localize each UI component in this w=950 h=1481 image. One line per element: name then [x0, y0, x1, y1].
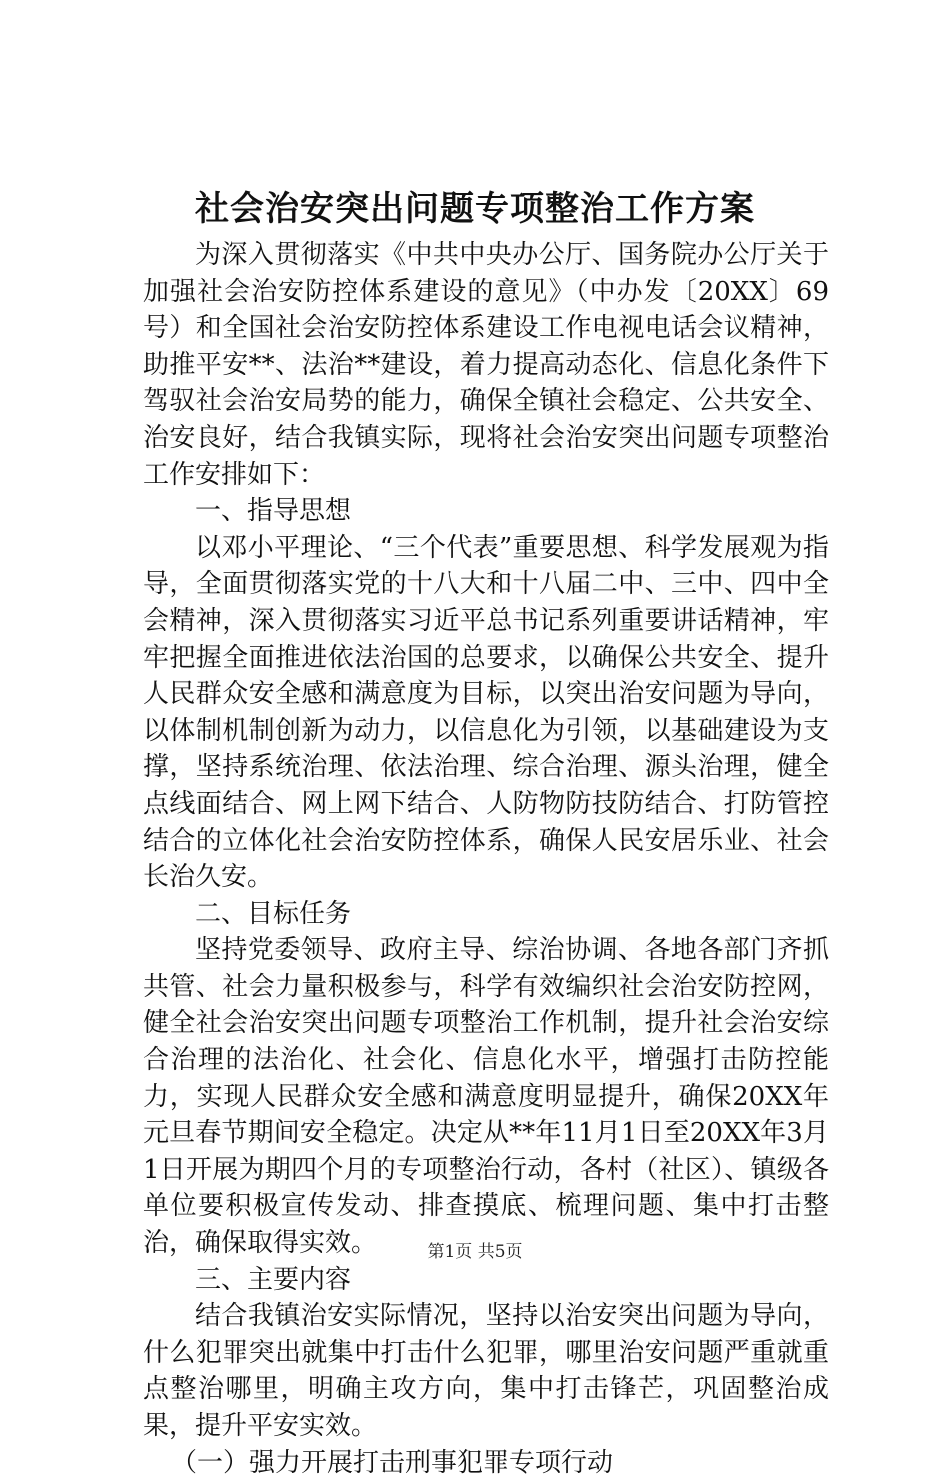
section-text-guiding-ideology: 以邓小平理论、“三个代表”重要思想、科学发展观为指导，全面贯彻落实党的十八大和十八届二中、三中、四中全会精神，深入贯彻落实习近平总书记系列重要讲话精神，牢牢把握全面推进依法治国的总要求，以确保公共安全、提升人民群众安全感和满意度为目标，以突出治安问题为导向，以体制机制创新为动力，以信息化为引领，以基础建设为支撑，坚持系统治理、依法治理、综合治理、源头治理，健全点线面结合、网上网下结合、人防物防技防结合、打防管控结合的立体化社会治安防控体系，确保人民安居乐业、社会长治久安。 — [143, 532, 829, 893]
section-text-objectives: 坚持党委领导、政府主导、综治协调、各地各部门齐抓共管、社会力量积极参与，科学有效编织社会治安防控网，健全社会治安突出问题专项整治工作机制，提升社会治安综合治理的法治化、社会化、信息化水平，增强打击防控能力，实现人民群众安全感和满意度明显提升，确保20XX年元旦春节期间安全稳定。决定从**年11月1日至20XX年3月1日开展为期四个月的专项整治行动，各村（社区）、镇级各单位要积极宣传发动、排查摸底、梳理问题、集中打击整治，确保取得实效。 — [143, 935, 829, 1259]
page-footer: 第1页 共5页 — [427, 1242, 523, 1262]
section-heading-guiding-ideology: 一、指导思想 — [195, 496, 352, 527]
section-heading-objectives: 二、目标任务 — [195, 898, 352, 929]
section-text-main-content: 结合我镇治安实际情况，坚持以治安突出问题为导向，什么犯罪突出就集中打击什么犯罪，哪里治安问题严重就重点整治哪里，明确主攻方向，集中打击锋芒，巩固整治成果，提升平安实效。 — [143, 1301, 829, 1441]
subsection-heading-crime-crackdown: （一）强力开展打击刑事犯罪专项行动 — [171, 1447, 614, 1478]
section-heading-main-content: 三、主要内容 — [195, 1264, 352, 1295]
document-title: 社会治安突出问题专项整治工作方案 — [195, 189, 755, 229]
intro-paragraph: 为深入贯彻落实《中共中央办公厅、国务院办公厅关于加强社会治安防控体系建设的意见》（中办发〔20XX〕69号）和全国社会治安防控体系建设工作电视电话会议精神，助推平安**、法治**建设，着力提高动态化、信息化条件下驾驭社会治安局势的能力，确保全镇社会稳定、公共安全、治安良好，结合我镇实际，现将社会治安突出问题专项整治工作安排如下： — [143, 240, 829, 490]
document-body — [143, 237, 829, 1481]
